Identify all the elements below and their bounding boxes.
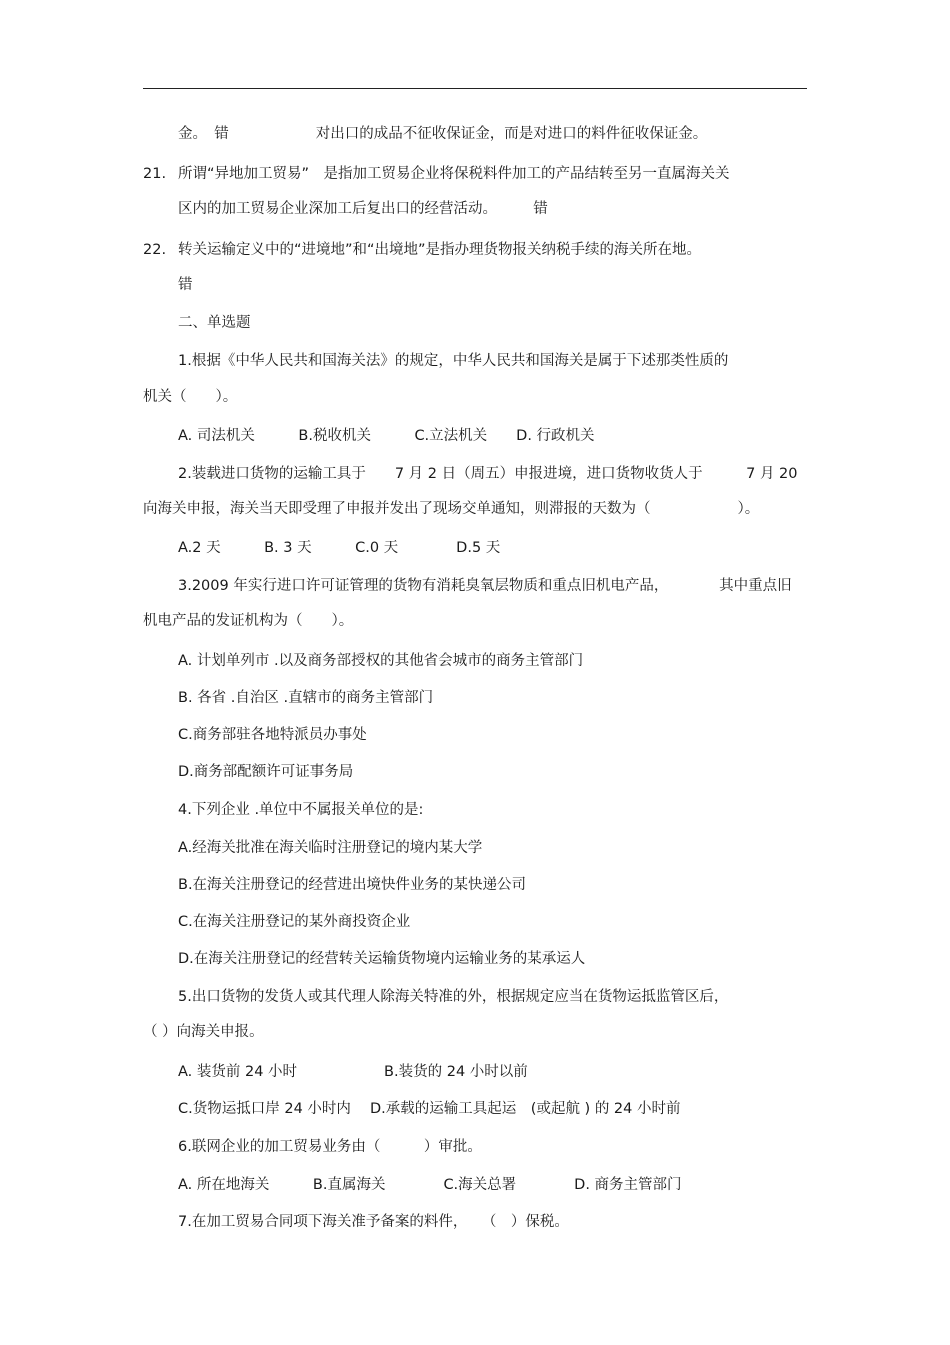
question-text: 2.装载进口货物的运输工具于 7 月 2 日（周五）申报进境，进口货物收货人于 7 月 20 bbox=[178, 466, 798, 482]
option-line: D.商务部配额许可证事务局 bbox=[178, 764, 354, 780]
section-heading: 二、单选题 bbox=[178, 315, 251, 331]
question-text: 3.2009 年实行进口许可证管理的货物有消耗臭氧层物质和重点旧机电产品， 其中重点旧 bbox=[178, 578, 792, 594]
header-rule bbox=[143, 88, 807, 89]
question-text: （ ）向海关申报。 bbox=[143, 1024, 264, 1040]
text-line: 所谓“异地加工贸易” 是指加工贸易企业将保税料件加工的产品结转至另一直属海关关 bbox=[178, 166, 730, 182]
text-line: 转关运输定义中的“进境地”和“出境地”是指办理货物报关纳税手续的海关所在地。 bbox=[178, 242, 702, 258]
question-text: 6.联网企业的加工贸易业务由（ ）审批。 bbox=[178, 1139, 482, 1155]
option-line: C.商务部驻各地特派员办事处 bbox=[178, 727, 367, 743]
option-line: A. 计划单列市 .以及商务部授权的其他省会城市的商务主管部门 bbox=[178, 653, 584, 669]
text-line: 金。 错 对出口的成品不征收保证金，而是对进口的料件征收保证金。 bbox=[178, 126, 708, 142]
option-line: A. 装货前 24 小时 B.装货的 24 小时以前 bbox=[178, 1064, 528, 1080]
item-number: 21. bbox=[143, 166, 167, 182]
options-line: A. 所在地海关 B.直属海关 C.海关总署 D. 商务主管部门 bbox=[178, 1177, 682, 1193]
question-text: 5.出口货物的发货人或其代理人除海关特准的外，根据规定应当在货物运抵监管区后， bbox=[178, 989, 729, 1005]
option-line: A.经海关批准在海关临时注册登记的境内某大学 bbox=[178, 840, 483, 856]
question-text: 机关（ ）。 bbox=[143, 389, 238, 405]
option-line: D.在海关注册登记的经营转关运输货物境内运输业务的某承运人 bbox=[178, 951, 586, 967]
option-line: B.在海关注册登记的经营进出境快件业务的某快递公司 bbox=[178, 877, 527, 893]
options-line: A. 司法机关 B.税收机关 C.立法机关 D. 行政机关 bbox=[178, 428, 595, 444]
question-text: 1.根据《中华人民共和国海关法》的规定，中华人民共和国海关是属于下述那类性质的 bbox=[178, 353, 729, 369]
option-line: C.货物运抵口岸 24 小时内 D.承载的运输工具起运 (或起航 ) 的 24 小时前 bbox=[178, 1101, 681, 1117]
question-text: 机电产品的发证机构为（ ）。 bbox=[143, 613, 354, 629]
question-text: 向海关申报，海关当天即受理了申报并发出了现场交单通知，则滞报的天数为（ ）。 bbox=[143, 501, 760, 517]
question-text: 7.在加工贸易合同项下海关准予备案的料件， （ ）保税。 bbox=[178, 1214, 569, 1230]
text-line: 区内的加工贸易企业深加工后复出口的经营活动。 错 bbox=[178, 201, 548, 217]
option-line: C.在海关注册登记的某外商投资企业 bbox=[178, 914, 411, 930]
option-line: B. 各省 .自治区 .直辖市的商务主管部门 bbox=[178, 690, 434, 706]
question-text: 4.下列企业 .单位中不属报关单位的是: bbox=[178, 802, 424, 818]
item-number: 22. bbox=[143, 242, 167, 258]
text-line: 错 bbox=[178, 277, 193, 293]
options-line: A.2 天 B. 3 天 C.0 天 D.5 天 bbox=[178, 540, 501, 556]
